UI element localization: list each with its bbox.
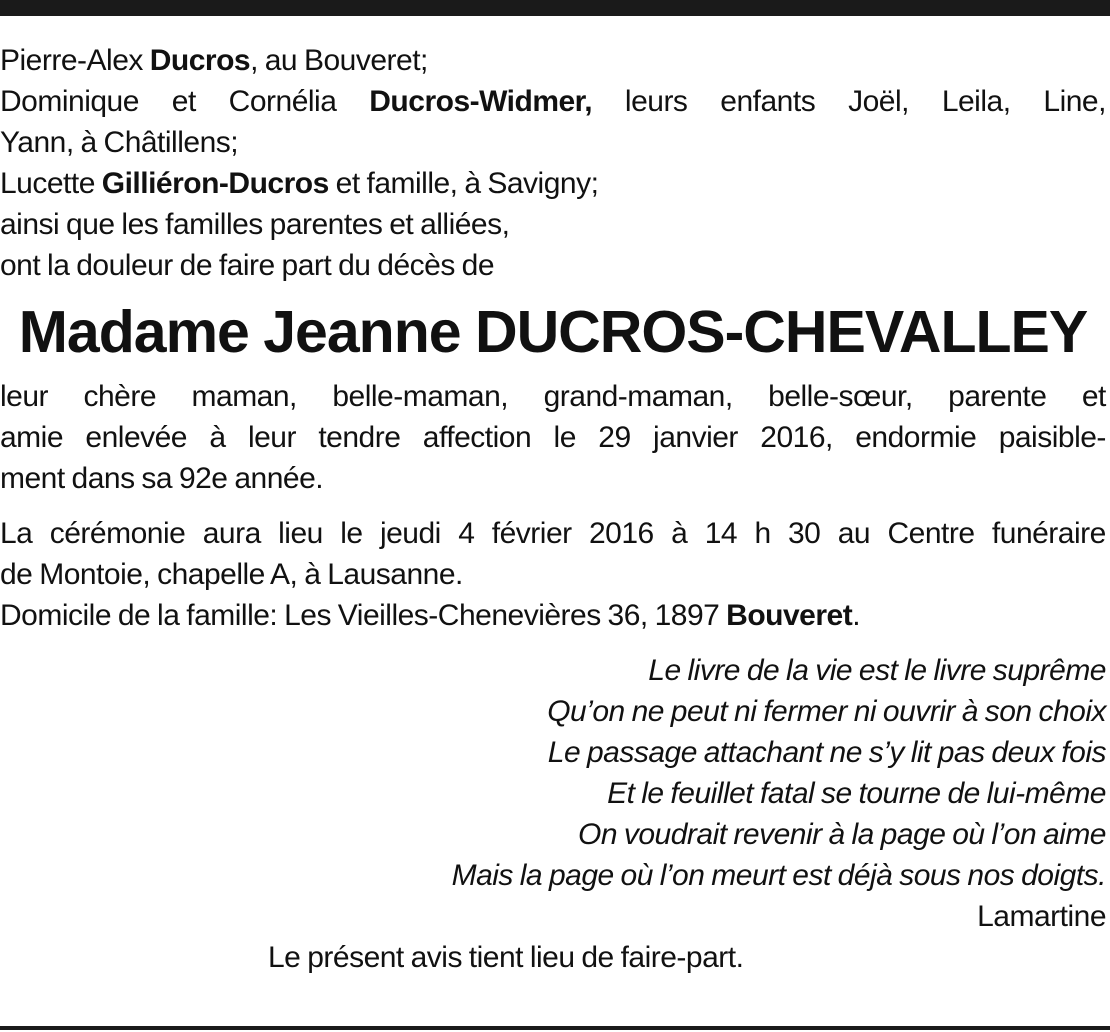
tribute-line-1: leur chère maman, belle-maman, grand-maman, belle-sœur, parente et	[0, 380, 1106, 413]
ceremony-line-3: Domicile de la famille: Les Vieilles-Chenevières 36, 1897 Bouveret.	[0, 599, 861, 632]
family-line-4: Lucette Gilliéron-Ducros et famille, à Savigny;	[0, 167, 599, 200]
poem-author: Lamartine	[977, 900, 1106, 933]
death-notice	[0, 40, 1106, 978]
surname-bold: Ducros	[149, 44, 251, 77]
deceased-name: Madame Jeanne DUCROS-CHEVALLEY	[18, 299, 1088, 365]
poem-line: On voudrait revenir à la page où l’on aime	[578, 818, 1106, 851]
ceremony-line-1: La cérémonie aura lieu le jeudi 4 février 2016 à 14 h 30 au Centre funéraire	[0, 517, 1106, 550]
poem-line: Le livre de la vie est le livre suprême	[648, 654, 1106, 687]
tribute-line-2: amie enlevée à leur tendre affection le 29 janvier 2016, endormie paisible-	[0, 421, 1106, 454]
poem-line: Mais la page où l’on meurt est déjà sous nos doigts.	[451, 859, 1106, 892]
family-line-5: ainsi que les familles parentes et alliées,	[0, 208, 510, 241]
poem-line: Qu’on ne peut ni fermer ni ouvrir à son choix	[547, 695, 1106, 728]
poem-line: Le passage attachant ne s’y lit pas deux fois	[547, 736, 1106, 769]
family-line-2: Dominique et Cornélia Ducros-Widmer, leurs enfants Joël, Leila, Line,	[0, 81, 1106, 122]
tribute-line-3: ment dans sa 92e année.	[0, 462, 324, 495]
family-line-1: Pierre-Alex Ducros, au Bouveret;	[0, 44, 428, 77]
family-line-6: ont la douleur de faire part du décès de	[0, 249, 495, 282]
poem-line: Et le feuillet fatal se tourne de lui-même	[607, 777, 1106, 810]
surname-bold: Gilliéron-Ducros	[101, 167, 329, 200]
place-bold: Bouveret	[726, 599, 853, 632]
surname-bold: Ducros-Widmer,	[369, 85, 593, 118]
bottom-rule	[0, 1026, 1110, 1030]
family-line-3: Yann, à Châtillens;	[0, 126, 239, 159]
ceremony-line-2: de Montoie, chapelle A, à Lausanne.	[0, 558, 463, 591]
poem	[0, 650, 1106, 896]
closing-note: Le présent avis tient lieu de faire-part.	[268, 941, 744, 974]
top-rule	[0, 0, 1110, 16]
